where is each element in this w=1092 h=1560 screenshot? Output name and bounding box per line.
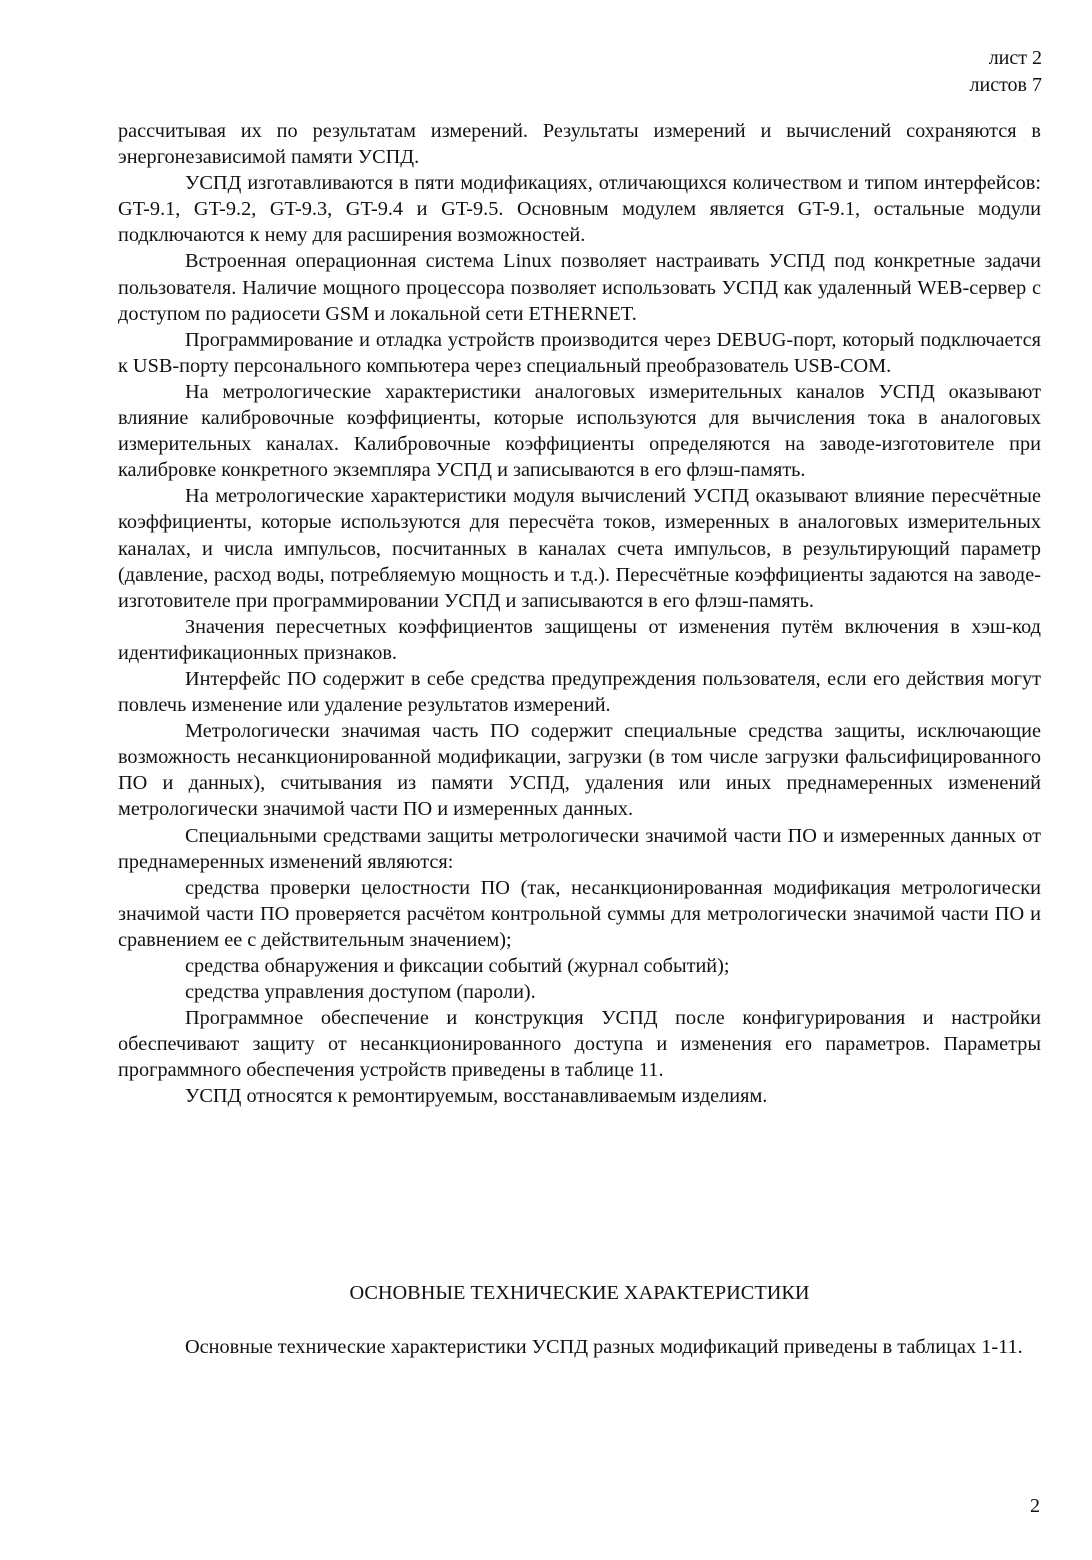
paragraph-modifications: УСПД изготавливаются в пяти модификациях, отличающихся количеством и типом интерфейсов: GT-9.1, GT-9.2, GT-9.3, GT-9.4 и GT-9.5. Основным модулем является GT-9.1, остальные модули подключаются к нему для расширения возможностей. xyxy=(118,172,1041,247)
paragraph-calibration: На метрологические характеристики аналоговых измерительных каналов УСПД оказывают влияние калибровочные коэффициенты, которые используются для вычисления тока в аналоговых измерительных каналах. Калибровочные коэффициенты определяются на заводе-изготовителе при калибровке конкретного экземпляра УСПД и записываются в его флэш-память. xyxy=(118,380,1041,482)
section-title: ОСНОВНЫЕ ТЕХНИЧЕСКИЕ ХАРАКТЕРИСТИКИ xyxy=(349,1282,810,1304)
paragraph-recalculation: На метрологические характеристики модуля вычислений УСПД оказывают влияние пересчётные коэффициенты, которые используются для пересчёта токов, измеренных в аналоговых измерительных каналах, и числа импульсов, посчитанных в каналах счета импульсов, в результирующий параметр (давление, расход воды, потребляемую мощность и т.д.). Пересчётные коэффициенты задаются на заводе-изготовителе при программировании УСПД и записываются в его флэш-память. xyxy=(118,485,1041,612)
paragraph-software: Программное обеспечение и конструкция УСПД после конфигурирования и настройки обеспечивают защиту от несанкционированного доступа и изменения его параметров. Параметры программного обеспечения устройств приведены в таблице 11. xyxy=(118,1007,1041,1082)
paragraph-characteristics: Основные технические характеристики УСПД разных модификаций приведены в таблицах 1-11. xyxy=(185,1336,1023,1358)
sheet-number: лист 2 xyxy=(988,47,1042,69)
section-text xyxy=(118,1334,1041,1360)
sheets-total: листов 7 xyxy=(969,74,1042,96)
paragraph-interface: Интерфейс ПО содержит в себе средства предупреждения пользователя, если его действия могут повлечь изменение или удаление результатов измерений. xyxy=(118,667,1041,717)
list-item-access: средства управления доступом (пароли). xyxy=(185,981,536,1004)
page-number: 2 xyxy=(1030,1495,1040,1517)
body-text xyxy=(118,118,1041,1110)
paragraph-repairable: УСПД относятся к ремонтируемым, восстанавливаемым изделиям. xyxy=(185,1085,768,1108)
paragraph-linux: Встроенная операционная система Linux позволяет настраивать УСПД под конкретные задачи пользователя. Наличие мощного процессора позволяет использовать УСПД как удаленный WEB-сервер с доступом по радиосети GSM и локальной сети ETHERNET. xyxy=(118,250,1041,325)
paragraph-continuation: рассчитывая их по результатам измерений. Результаты измерений и вычислений сохраняются в энергонезависимой памяти УСПД. xyxy=(118,120,1041,169)
list-item-integrity: средства проверки целостности ПО (так, несанкционированная модификация метрологически значимой части ПО проверяется расчётом контрольной суммы для метрологически значимой части ПО и сравнением ее с действительным значением); xyxy=(118,876,1041,951)
paragraph-protection-means: Специальными средствами защиты метрологически значимой части ПО и измеренных данных от преднамеренных изменений являются: xyxy=(118,824,1041,873)
sheet-header xyxy=(970,45,1042,99)
paragraph-coefficients-protection: Значения пересчетных коэффициентов защищены от изменения путём включения в хэш-код идентификационных признаков. xyxy=(118,615,1041,664)
list-item-events: средства обнаружения и фиксации событий (журнал событий); xyxy=(185,955,730,977)
paragraph-metrological-part: Метрологически значимая часть ПО содержит специальные средства защиты, исключающие возможность несанкционированной модификации, загрузки (в том числе загрузки фальсифицированного ПО и данных), считывания из памяти УСПД, удаления или иных преднамеренных изменений метрологически значимой части ПО и измеренных данных. xyxy=(118,720,1041,821)
paragraph-debug: Программирование и отладка устройств производится через DEBUG-порт, который подключается к USB-порту персонального компьютера через специальный преобразователь USB-COM. xyxy=(118,328,1041,377)
